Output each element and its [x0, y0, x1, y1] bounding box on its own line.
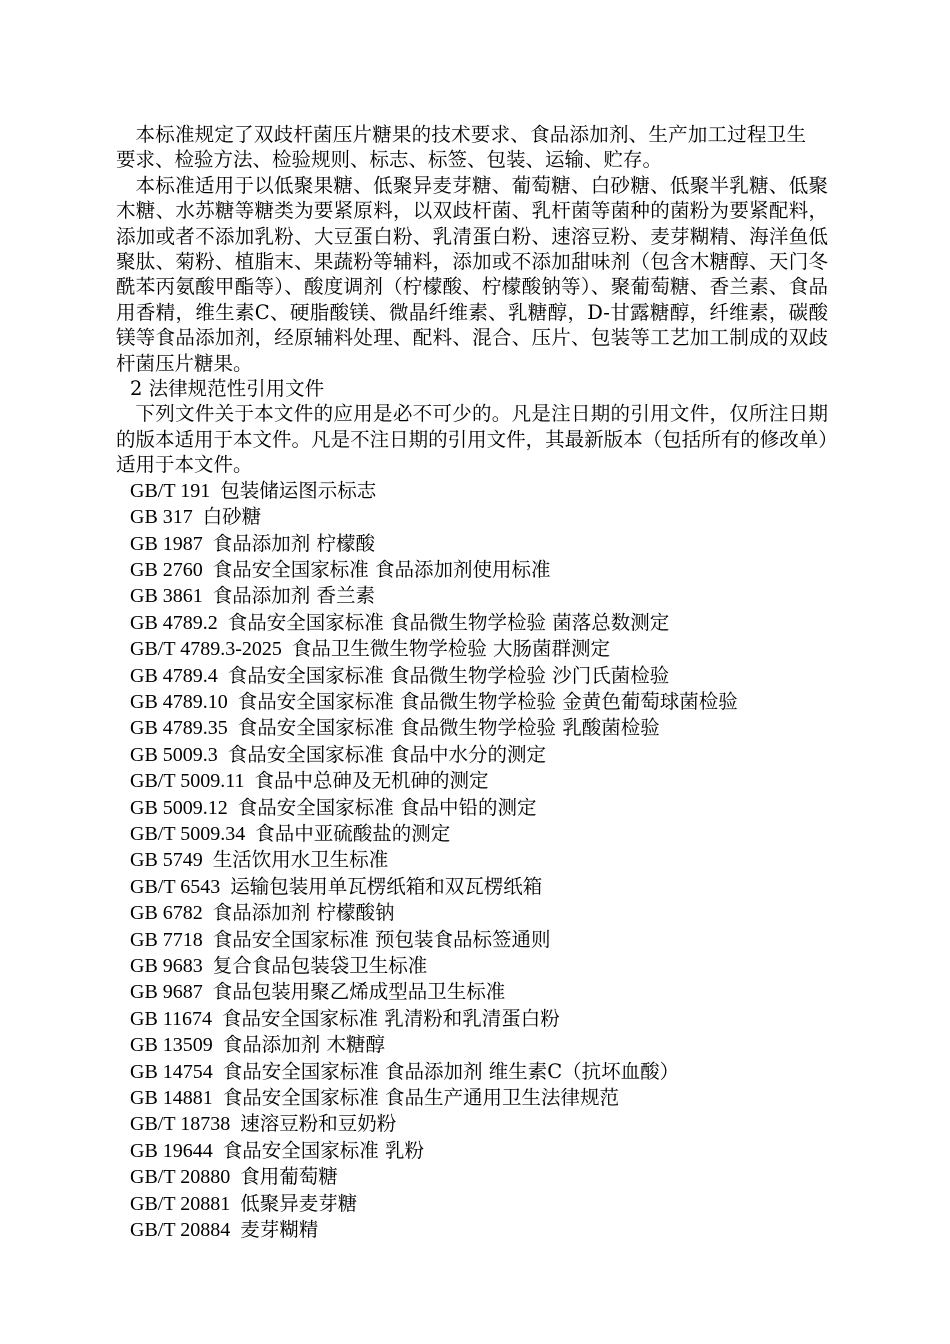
- reference-title: 食品中总砷及无机砷的测定: [254, 769, 489, 793]
- reference-title: 食品安全国家标准 食品中铅的测定: [237, 795, 537, 819]
- reference-title: 食品安全国家标准 食品添加剂 维生素C（抗坏血酸）: [222, 1059, 680, 1083]
- reference-title: 食用葡萄糖: [240, 1165, 338, 1189]
- section-intro-paragraph: 下列文件关于本文件的应用是必不可少的。凡是注日期的引用文件，仅所注日期的版本适用于本文件。凡是不注日期的引用文件，其最新版本（包括所有的修改单）适用于本文件。: [116, 402, 828, 477]
- reference-title: 麦芽糊精: [240, 1218, 319, 1242]
- reference-code: GB/T 6543: [130, 875, 221, 898]
- reference-title: 生活饮用水卫生标准: [212, 848, 389, 872]
- reference-code: GB/T 5009.11: [130, 770, 245, 793]
- reference-title: 食品安全国家标准 食品微生物学检验 乳酸菌检验: [237, 716, 660, 740]
- reference-item: [116, 768, 828, 794]
- reference-code: GB 5749: [130, 849, 203, 872]
- reference-item: [116, 583, 828, 609]
- reference-item: [116, 1138, 828, 1164]
- reference-title: 食品中亚硫酸盐的测定: [255, 821, 451, 845]
- reference-title: 复合食品包装袋卫生标准: [212, 954, 428, 977]
- applicability-paragraph: 本标准适用于以低聚果糖、低聚异麦芽糖、葡萄糖、白砂糖、低聚半乳糖、低聚木糖、水苏糖等糖类为要紧原料，以双歧杆菌、乳杆菌等菌种的菌粉为要紧配料，添加或者不添加乳粉、大豆蛋白粉、乳清蛋白粉、速溶豆粉、麦芽糊精、海洋鱼低聚肽、菊粉、植脂末、果蔬粉等辅料，添加或不添加甜味剂（包含木糖醇、天门冬酰苯丙氨酸甲酯等）、酸度调剂（柠檬酸、柠檬酸钠等）、聚葡萄糖、香兰素、食品用香精，维生素C、硬脂酸镁、微晶纤维素、乳糖醇，D-甘露糖醇，纤维素，碳酸镁等食品添加剂，经原辅料处理、配料、混合、压片、包装等工艺加工制成的双歧杆菌压片糖果。: [116, 173, 828, 375]
- reference-code: GB 4789.35: [130, 717, 228, 740]
- reference-title: 食品添加剂 木糖醇: [222, 1033, 385, 1057]
- scope-paragraph: 本标准规定了双歧杆菌压片糖果的技术要求、食品添加剂、生产加工过程卫生要求、检验方法、检验规则、标志、标签、包装、运输、贮存。: [116, 123, 806, 172]
- section-heading: 2 法律规范性引用文件: [130, 377, 325, 401]
- reference-code: GB 13509: [130, 1034, 213, 1057]
- reference-item: [116, 636, 828, 662]
- reference-item: [116, 1191, 828, 1217]
- reference-title: 食品安全国家标准 食品微生物学检验 菌落总数测定: [227, 610, 670, 634]
- reference-item: [116, 795, 828, 821]
- reference-title: 速溶豆粉和豆奶粉: [240, 1112, 397, 1136]
- reference-title: 食品安全国家标准 食品微生物学检验 沙门氏菌检验: [227, 663, 670, 687]
- reference-item: [116, 531, 828, 557]
- reference-item: [116, 1032, 828, 1058]
- reference-code: GB/T 20884: [130, 1219, 231, 1242]
- reference-title: 白砂糖: [202, 505, 262, 529]
- reference-item: [116, 663, 828, 689]
- reference-code: GB 4789.4: [130, 664, 218, 687]
- reference-title: 食品卫生微生物学检验 大肠菌群测定: [291, 637, 611, 661]
- reference-code: GB 6782: [130, 902, 203, 925]
- reference-item: [116, 742, 828, 768]
- reference-title: 食品添加剂 柠檬酸钠: [212, 901, 395, 925]
- reference-code: GB 5009.3: [130, 743, 218, 766]
- reference-code: GB 9683: [130, 955, 203, 977]
- reference-item: [116, 900, 828, 926]
- reference-code: GB 1987: [130, 532, 203, 555]
- reference-code: GB 11674: [130, 1007, 213, 1030]
- reference-item: [116, 1111, 828, 1137]
- reference-item: [116, 478, 828, 504]
- reference-title: 食品安全国家标准 食品中水分的测定: [227, 742, 546, 766]
- reference-code: GB/T 4789.3-2025: [130, 638, 282, 661]
- reference-code: GB 317: [130, 506, 193, 529]
- reference-code: GB 4789.2: [130, 611, 218, 634]
- reference-title: 食品包装用聚乙烯成型品卫生标准: [212, 980, 506, 1004]
- reference-code: GB/T 5009.34: [130, 822, 246, 845]
- reference-code: GB 19644: [130, 1139, 213, 1162]
- reference-code: GB/T 18738: [130, 1113, 231, 1136]
- reference-code: GB/T 20880: [130, 1166, 231, 1189]
- reference-title: 低聚异麦芽糖: [240, 1191, 358, 1215]
- reference-code: GB 9687: [130, 981, 203, 1004]
- reference-item: [116, 504, 828, 530]
- reference-title: 食品添加剂 柠檬酸: [212, 531, 375, 555]
- reference-title: 食品安全国家标准 乳清粉和乳清蛋白粉: [222, 1006, 560, 1030]
- reference-item: [116, 1059, 828, 1085]
- reference-title: 食品安全国家标准 食品生产通用卫生法律规范: [222, 1086, 619, 1110]
- reference-code: GB 3861: [130, 585, 203, 608]
- reference-title: 包装储运图示标志: [220, 478, 377, 502]
- reference-item: [116, 821, 828, 847]
- reference-item: [116, 610, 828, 636]
- reference-item: [116, 689, 828, 715]
- reference-item: [116, 979, 828, 1005]
- reference-code: GB 7718: [130, 928, 203, 951]
- reference-list: [116, 478, 828, 1244]
- reference-code: GB 5009.12: [130, 796, 228, 819]
- reference-code: GB 14881: [130, 1087, 213, 1110]
- reference-title: 食品添加剂 香兰素: [212, 584, 375, 608]
- reference-code: GB/T 191: [130, 479, 211, 502]
- reference-code: GB 2760: [130, 558, 203, 581]
- reference-item: [116, 1217, 828, 1243]
- reference-item: [116, 1164, 828, 1190]
- reference-item: [116, 1085, 828, 1111]
- document-page: [116, 122, 828, 1243]
- reference-item: [116, 953, 828, 979]
- reference-title: 食品安全国家标准 食品添加剂使用标准: [212, 557, 551, 581]
- reference-title: 食品安全国家标准 预包装食品标签通则: [212, 927, 551, 951]
- reference-item: [116, 874, 828, 900]
- reference-item: [116, 847, 828, 873]
- reference-code: GB/T 20881: [130, 1192, 231, 1215]
- reference-code: GB 4789.10: [130, 690, 228, 713]
- reference-item: [116, 927, 828, 953]
- reference-item: [116, 557, 828, 583]
- reference-title: 食品安全国家标准 乳粉: [222, 1138, 424, 1162]
- reference-code: GB 14754: [130, 1060, 213, 1083]
- reference-title: 运输包装用单瓦楞纸箱和双瓦楞纸箱: [230, 874, 543, 898]
- reference-item: [116, 1006, 828, 1032]
- reference-item: [116, 715, 828, 741]
- reference-title: 食品安全国家标准 食品微生物学检验 金黄色葡萄球菌检验: [237, 689, 738, 713]
